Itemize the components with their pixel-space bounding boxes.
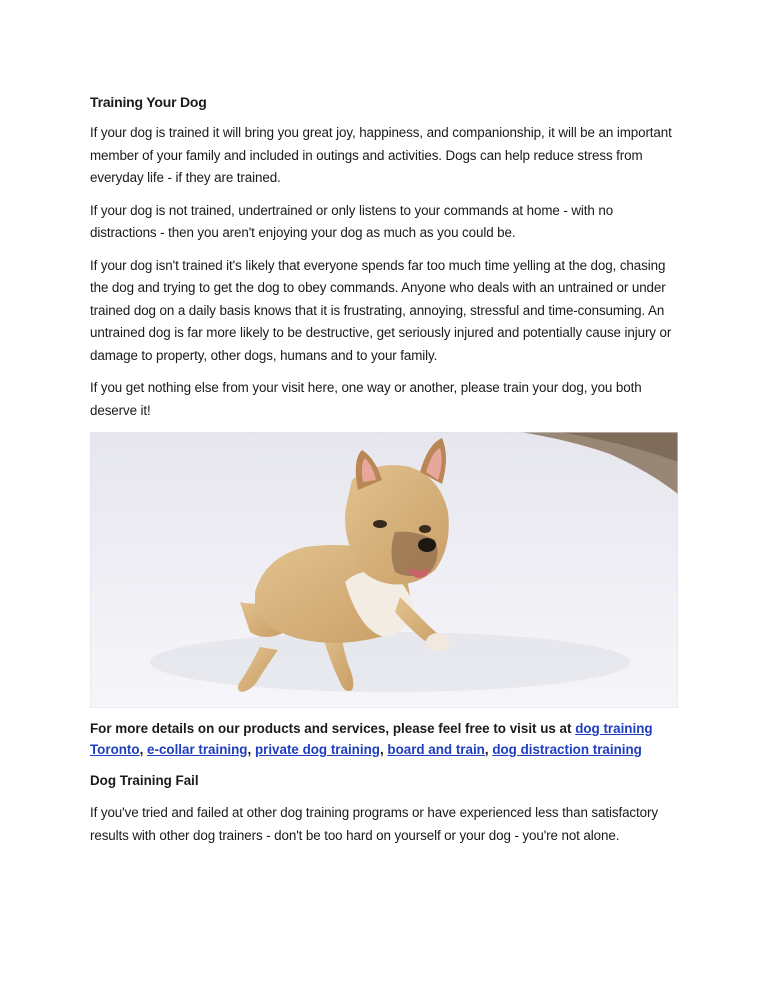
promo-links-paragraph: For more details on our products and services, please feel free to visit us at dog training Toronto, e-collar training, private dog training, board and train, dog distraction training bbox=[90, 721, 653, 757]
paragraph-2: If your dog is not trained, undertrained or only listens to your commands at home - with no distractions - then you aren't enjoying your dog as much as you could be. bbox=[90, 202, 614, 240]
document-content bbox=[90, 92, 682, 857]
link-board-and-train[interactable]: board and train bbox=[387, 742, 485, 757]
link-dog-distraction-training[interactable]: dog distraction training bbox=[492, 742, 642, 757]
section-paragraph: If you've tried and failed at other dog training programs or have experienced less than satisfactory results with other dog trainers - don't be too hard on yourself or your dog - you're not alone. bbox=[90, 805, 658, 843]
section-heading: Dog Training Fail bbox=[90, 773, 199, 788]
link-e-collar-training[interactable]: e-collar training bbox=[147, 742, 248, 757]
link-private-dog-training[interactable]: private dog training bbox=[254, 742, 380, 757]
paragraph-3: If your dog isn't trained it's likely that everyone spends far too much time yelling at the dog, chasing the dog and trying to get the dog to obey commands. Anyone who deals with an untrained or under trained dog on a daily basis knows that it is frustrating, annoying, stressful and time-consuming. An untrained dog is far more likely to be destructive, get seriously injured and potentially cause injury or damage to property, other dogs, humans and to your family. bbox=[90, 257, 672, 363]
promo-lead-text: For more details on our products and services, please feel free to visit us at bbox=[90, 721, 576, 736]
dog-running-in-snow-photo bbox=[90, 432, 678, 708]
page-title: Training Your Dog bbox=[90, 94, 207, 110]
link-dog-training-toronto[interactable]: dog training Toronto bbox=[90, 721, 653, 757]
paragraph-4: If you get nothing else from your visit here, one way or another, please train your dog, you both deserve it! bbox=[90, 380, 642, 418]
paragraph-1: If your dog is trained it will bring you great joy, happiness, and companionship, it will be an important member of your family and included in outings and activities. Dogs can help reduce stress from everyday life - if they are trained. bbox=[90, 125, 672, 185]
